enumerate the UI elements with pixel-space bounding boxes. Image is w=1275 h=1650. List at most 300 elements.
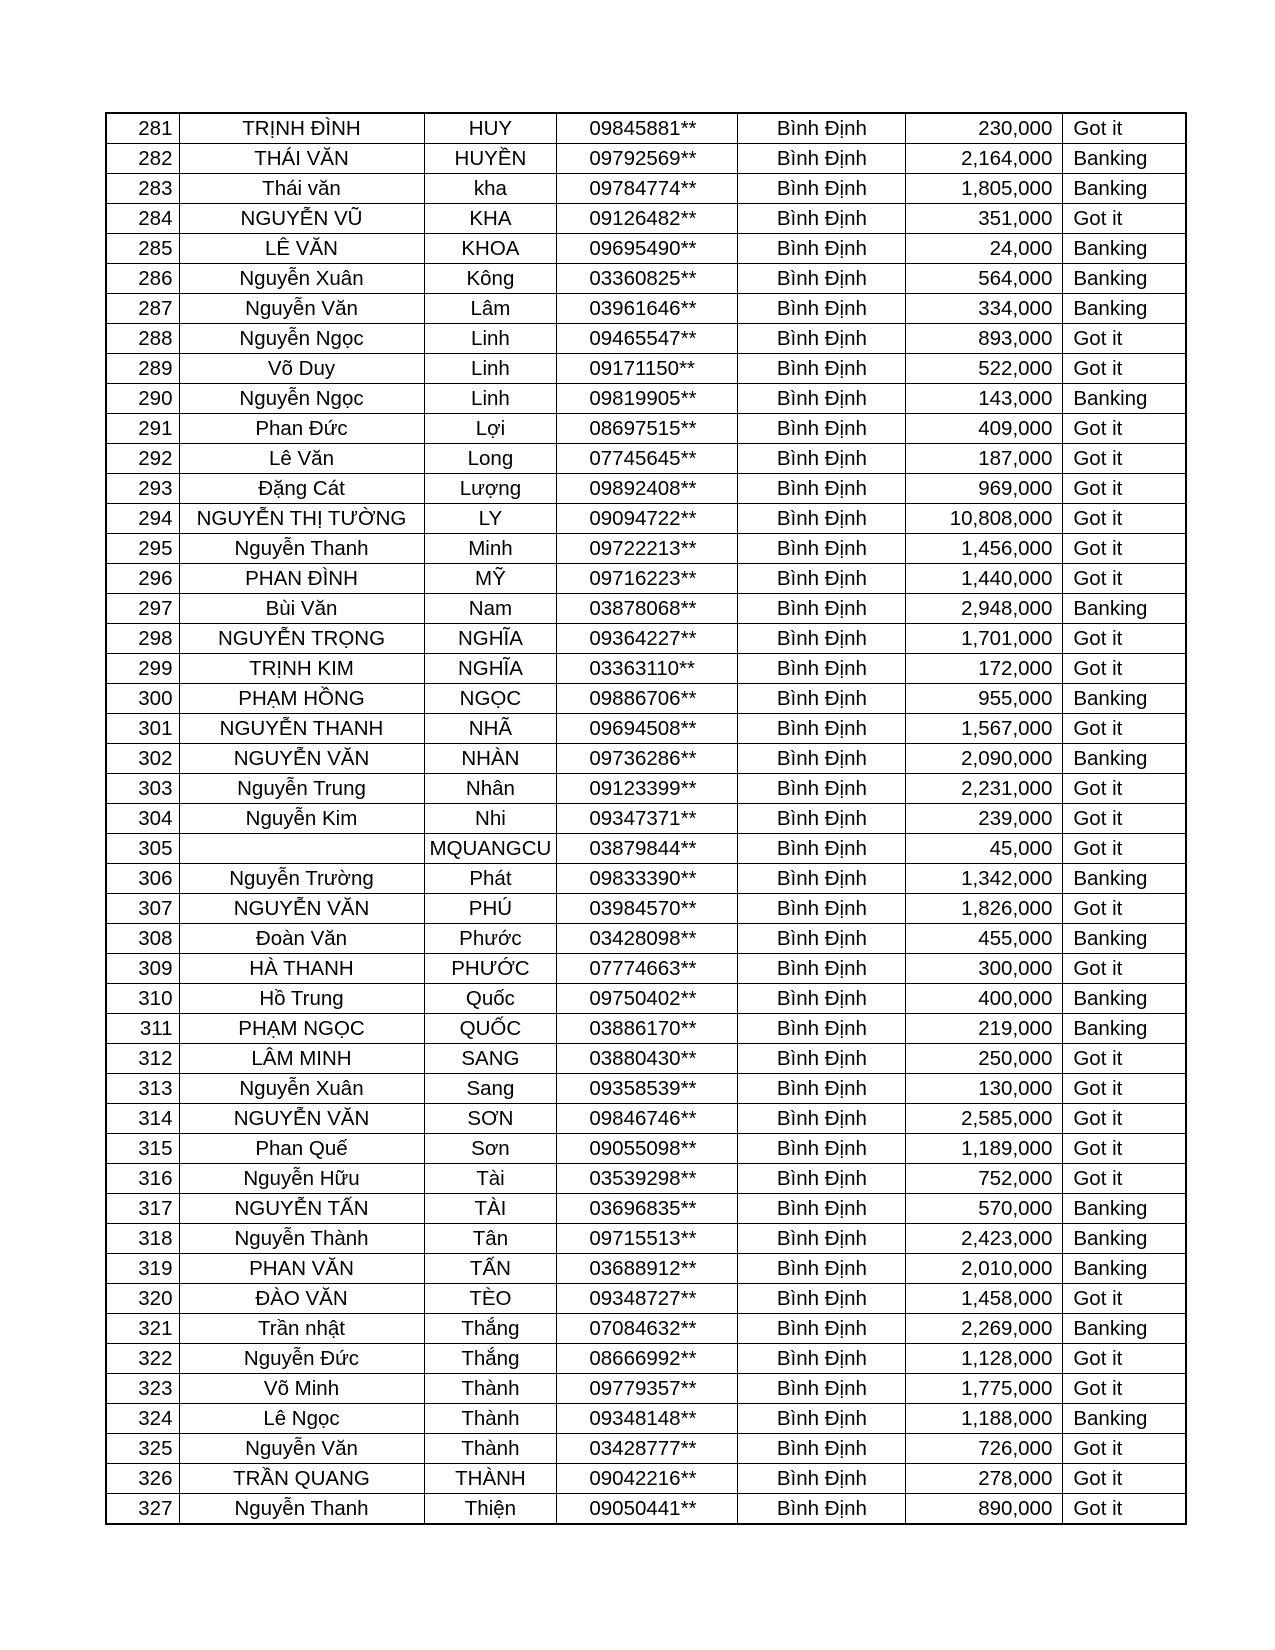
table-row — [106, 113, 1186, 144]
phone-cell: 09784774** — [557, 174, 738, 204]
amount-cell: 2,231,000 — [906, 774, 1063, 804]
payment-method-cell: Got it — [1063, 534, 1186, 564]
given-name-cell: Lợi — [424, 414, 557, 444]
payment-method-cell: Got it — [1063, 444, 1186, 474]
given-name-cell: Thành — [424, 1404, 557, 1434]
row-number-cell: 323 — [106, 1374, 179, 1404]
table-row — [106, 1074, 1186, 1104]
table-row — [106, 504, 1186, 534]
phone-cell: 09716223** — [557, 564, 738, 594]
phone-cell: 09050441** — [557, 1494, 738, 1525]
amount-cell: 1,567,000 — [906, 714, 1063, 744]
amount-cell: 955,000 — [906, 684, 1063, 714]
phone-cell: 09833390** — [557, 864, 738, 894]
province-cell: Bình Định — [738, 234, 906, 264]
amount-cell: 1,805,000 — [906, 174, 1063, 204]
province-cell: Bình Định — [738, 834, 906, 864]
province-cell: Bình Định — [738, 984, 906, 1014]
payment-method-cell: Got it — [1063, 804, 1186, 834]
amount-cell: 219,000 — [906, 1014, 1063, 1044]
payment-method-cell: Got it — [1063, 1464, 1186, 1494]
table-row — [106, 984, 1186, 1014]
phone-cell: 09695490** — [557, 234, 738, 264]
surname-cell: Hồ Trung — [179, 984, 424, 1014]
table-row — [106, 894, 1186, 924]
amount-cell: 752,000 — [906, 1164, 1063, 1194]
payment-method-cell: Banking — [1063, 1404, 1186, 1434]
amount-cell: 1,775,000 — [906, 1374, 1063, 1404]
table-row — [106, 1194, 1186, 1224]
row-number-cell: 307 — [106, 894, 179, 924]
row-number-cell: 284 — [106, 204, 179, 234]
amount-cell: 1,440,000 — [906, 564, 1063, 594]
phone-cell: 09819905** — [557, 384, 738, 414]
amount-cell: 1,826,000 — [906, 894, 1063, 924]
given-name-cell: KHA — [424, 204, 557, 234]
payment-method-cell: Banking — [1063, 384, 1186, 414]
given-name-cell: THÀNH — [424, 1464, 557, 1494]
row-number-cell: 319 — [106, 1254, 179, 1284]
province-cell: Bình Định — [738, 354, 906, 384]
amount-cell: 570,000 — [906, 1194, 1063, 1224]
province-cell: Bình Định — [738, 774, 906, 804]
amount-cell: 522,000 — [906, 354, 1063, 384]
province-cell: Bình Định — [738, 804, 906, 834]
table-row — [106, 144, 1186, 174]
payment-method-cell: Banking — [1063, 684, 1186, 714]
amount-cell: 10,808,000 — [906, 504, 1063, 534]
amount-cell: 187,000 — [906, 444, 1063, 474]
surname-cell: Võ Duy — [179, 354, 424, 384]
table-row — [106, 1104, 1186, 1134]
province-cell: Bình Định — [738, 1254, 906, 1284]
province-cell: Bình Định — [738, 1164, 906, 1194]
row-number-cell: 327 — [106, 1494, 179, 1525]
row-number-cell: 295 — [106, 534, 179, 564]
given-name-cell: Thiện — [424, 1494, 557, 1525]
phone-cell: 09845881** — [557, 113, 738, 144]
given-name-cell: SANG — [424, 1044, 557, 1074]
amount-cell: 409,000 — [906, 414, 1063, 444]
province-cell: Bình Định — [738, 384, 906, 414]
given-name-cell: kha — [424, 174, 557, 204]
surname-cell: Phan Đức — [179, 414, 424, 444]
payment-method-cell: Banking — [1063, 174, 1186, 204]
row-number-cell: 320 — [106, 1284, 179, 1314]
province-cell: Bình Định — [738, 594, 906, 624]
table-row — [106, 834, 1186, 864]
table-row — [106, 354, 1186, 384]
phone-cell: 03961646** — [557, 294, 738, 324]
payment-method-cell: Got it — [1063, 834, 1186, 864]
table-row — [106, 294, 1186, 324]
phone-cell: 09465547** — [557, 324, 738, 354]
given-name-cell: Quốc — [424, 984, 557, 1014]
surname-cell: Nguyễn Ngọc — [179, 384, 424, 414]
province-cell: Bình Định — [738, 714, 906, 744]
surname-cell: PHẠM HỒNG — [179, 684, 424, 714]
phone-cell: 09042216** — [557, 1464, 738, 1494]
given-name-cell: Lượng — [424, 474, 557, 504]
row-number-cell: 281 — [106, 113, 179, 144]
payment-method-cell: Banking — [1063, 1314, 1186, 1344]
row-number-cell: 311 — [106, 1014, 179, 1044]
phone-cell: 03886170** — [557, 1014, 738, 1044]
surname-cell: LÊ VĂN — [179, 234, 424, 264]
payment-method-cell: Got it — [1063, 1434, 1186, 1464]
province-cell: Bình Định — [738, 624, 906, 654]
province-cell: Bình Định — [738, 113, 906, 144]
province-cell: Bình Định — [738, 1464, 906, 1494]
payment-method-cell: Banking — [1063, 984, 1186, 1014]
table-row — [106, 1254, 1186, 1284]
payment-method-cell: Got it — [1063, 714, 1186, 744]
phone-cell: 03984570** — [557, 894, 738, 924]
row-number-cell: 302 — [106, 744, 179, 774]
table-row — [106, 1164, 1186, 1194]
province-cell: Bình Định — [738, 1074, 906, 1104]
payment-method-cell: Banking — [1063, 1224, 1186, 1254]
province-cell: Bình Định — [738, 864, 906, 894]
surname-cell: NGUYỄN TRỌNG — [179, 624, 424, 654]
payment-method-cell: Got it — [1063, 654, 1186, 684]
phone-cell: 03880430** — [557, 1044, 738, 1074]
amount-cell: 1,456,000 — [906, 534, 1063, 564]
payment-method-cell: Got it — [1063, 954, 1186, 984]
payment-method-cell: Got it — [1063, 774, 1186, 804]
given-name-cell: Linh — [424, 324, 557, 354]
amount-cell: 24,000 — [906, 234, 1063, 264]
row-number-cell: 321 — [106, 1314, 179, 1344]
payment-method-cell: Got it — [1063, 1344, 1186, 1374]
table-row — [106, 324, 1186, 354]
surname-cell: TRỊNH KIM — [179, 654, 424, 684]
phone-cell: 09055098** — [557, 1134, 738, 1164]
province-cell: Bình Định — [738, 954, 906, 984]
row-number-cell: 293 — [106, 474, 179, 504]
phone-cell: 03696835** — [557, 1194, 738, 1224]
amount-cell: 351,000 — [906, 204, 1063, 234]
row-number-cell: 303 — [106, 774, 179, 804]
province-cell: Bình Định — [738, 294, 906, 324]
phone-cell: 09846746** — [557, 1104, 738, 1134]
payment-method-cell: Got it — [1063, 414, 1186, 444]
row-number-cell: 287 — [106, 294, 179, 324]
amount-cell: 2,269,000 — [906, 1314, 1063, 1344]
amount-cell: 278,000 — [906, 1464, 1063, 1494]
phone-cell: 09715513** — [557, 1224, 738, 1254]
row-number-cell: 297 — [106, 594, 179, 624]
surname-cell: Nguyễn Văn — [179, 1434, 424, 1464]
surname-cell: Võ Minh — [179, 1374, 424, 1404]
surname-cell: Lê Ngọc — [179, 1404, 424, 1434]
payment-method-cell: Banking — [1063, 264, 1186, 294]
table-row — [106, 864, 1186, 894]
surname-cell: NGUYỄN VĂN — [179, 1104, 424, 1134]
table-row — [106, 1134, 1186, 1164]
row-number-cell: 312 — [106, 1044, 179, 1074]
given-name-cell: Long — [424, 444, 557, 474]
payment-method-cell: Got it — [1063, 1374, 1186, 1404]
surname-cell: Nguyễn Thanh — [179, 1494, 424, 1525]
amount-cell: 726,000 — [906, 1434, 1063, 1464]
surname-cell: ĐÀO VĂN — [179, 1284, 424, 1314]
surname-cell: PHAN VĂN — [179, 1254, 424, 1284]
amount-cell: 45,000 — [906, 834, 1063, 864]
province-cell: Bình Định — [738, 414, 906, 444]
amount-cell: 2,164,000 — [906, 144, 1063, 174]
row-number-cell: 308 — [106, 924, 179, 954]
surname-cell: Lê Văn — [179, 444, 424, 474]
surname-cell: Nguyễn Xuân — [179, 264, 424, 294]
table-row — [106, 654, 1186, 684]
province-cell: Bình Định — [738, 534, 906, 564]
surname-cell: TRẦN QUANG — [179, 1464, 424, 1494]
given-name-cell: KHOA — [424, 234, 557, 264]
surname-cell: Trần nhật — [179, 1314, 424, 1344]
row-number-cell: 324 — [106, 1404, 179, 1434]
surname-cell: THÁI VĂN — [179, 144, 424, 174]
phone-cell: 03360825** — [557, 264, 738, 294]
table-row — [106, 564, 1186, 594]
payment-method-cell: Got it — [1063, 474, 1186, 504]
given-name-cell: TÈO — [424, 1284, 557, 1314]
table-row — [106, 1434, 1186, 1464]
amount-cell: 564,000 — [906, 264, 1063, 294]
phone-cell: 09347371** — [557, 804, 738, 834]
row-number-cell: 310 — [106, 984, 179, 1014]
surname-cell: PHẠM NGỌC — [179, 1014, 424, 1044]
winners-table — [105, 112, 1187, 1525]
row-number-cell: 313 — [106, 1074, 179, 1104]
surname-cell: Nguyễn Ngọc — [179, 324, 424, 354]
phone-cell: 09358539** — [557, 1074, 738, 1104]
province-cell: Bình Định — [738, 744, 906, 774]
row-number-cell: 292 — [106, 444, 179, 474]
amount-cell: 2,423,000 — [906, 1224, 1063, 1254]
amount-cell: 334,000 — [906, 294, 1063, 324]
payment-method-cell: Banking — [1063, 1014, 1186, 1044]
given-name-cell: Thắng — [424, 1314, 557, 1344]
phone-cell: 09694508** — [557, 714, 738, 744]
table-row — [106, 1404, 1186, 1434]
table-row — [106, 1374, 1186, 1404]
amount-cell: 2,585,000 — [906, 1104, 1063, 1134]
given-name-cell: TÀI — [424, 1194, 557, 1224]
amount-cell: 2,948,000 — [906, 594, 1063, 624]
province-cell: Bình Định — [738, 504, 906, 534]
amount-cell: 143,000 — [906, 384, 1063, 414]
province-cell: Bình Định — [738, 564, 906, 594]
payment-method-cell: Got it — [1063, 1134, 1186, 1164]
amount-cell: 893,000 — [906, 324, 1063, 354]
amount-cell: 239,000 — [906, 804, 1063, 834]
amount-cell: 890,000 — [906, 1494, 1063, 1525]
phone-cell: 09126482** — [557, 204, 738, 234]
phone-cell: 07774663** — [557, 954, 738, 984]
surname-cell: Đoàn Văn — [179, 924, 424, 954]
payment-method-cell: Got it — [1063, 1044, 1186, 1074]
phone-cell: 03688912** — [557, 1254, 738, 1284]
given-name-cell: MQUANGCU — [424, 834, 557, 864]
given-name-cell: PHƯỚC — [424, 954, 557, 984]
phone-cell: 07084632** — [557, 1314, 738, 1344]
table-row — [106, 1464, 1186, 1494]
table-row — [106, 204, 1186, 234]
payment-method-cell: Got it — [1063, 113, 1186, 144]
row-number-cell: 315 — [106, 1134, 179, 1164]
row-number-cell: 285 — [106, 234, 179, 264]
given-name-cell: NGHĨA — [424, 624, 557, 654]
surname-cell: NGUYỄN VĂN — [179, 894, 424, 924]
row-number-cell: 289 — [106, 354, 179, 384]
table-row — [106, 444, 1186, 474]
table-row — [106, 264, 1186, 294]
phone-cell: 03878068** — [557, 594, 738, 624]
amount-cell: 1,342,000 — [906, 864, 1063, 894]
table-row — [106, 384, 1186, 414]
province-cell: Bình Định — [738, 1404, 906, 1434]
given-name-cell: HUYỀN — [424, 144, 557, 174]
given-name-cell: Thành — [424, 1434, 557, 1464]
row-number-cell: 314 — [106, 1104, 179, 1134]
row-number-cell: 305 — [106, 834, 179, 864]
amount-cell: 2,090,000 — [906, 744, 1063, 774]
amount-cell: 230,000 — [906, 113, 1063, 144]
phone-cell: 08666992** — [557, 1344, 738, 1374]
phone-cell: 09123399** — [557, 774, 738, 804]
amount-cell: 250,000 — [906, 1044, 1063, 1074]
phone-cell: 07745645** — [557, 444, 738, 474]
surname-cell: Nguyễn Kim — [179, 804, 424, 834]
row-number-cell: 301 — [106, 714, 179, 744]
phone-cell: 09792569** — [557, 144, 738, 174]
row-number-cell: 304 — [106, 804, 179, 834]
given-name-cell: Phước — [424, 924, 557, 954]
province-cell: Bình Định — [738, 1044, 906, 1074]
payment-method-cell: Got it — [1063, 1494, 1186, 1525]
amount-cell: 969,000 — [906, 474, 1063, 504]
given-name-cell: HUY — [424, 113, 557, 144]
province-cell: Bình Định — [738, 324, 906, 354]
row-number-cell: 288 — [106, 324, 179, 354]
province-cell: Bình Định — [738, 1284, 906, 1314]
payment-method-cell: Got it — [1063, 624, 1186, 654]
phone-cell: 03363110** — [557, 654, 738, 684]
surname-cell: Nguyễn Trung — [179, 774, 424, 804]
row-number-cell: 296 — [106, 564, 179, 594]
row-number-cell: 283 — [106, 174, 179, 204]
surname-cell — [179, 834, 424, 864]
table-row — [106, 1014, 1186, 1044]
province-cell: Bình Định — [738, 144, 906, 174]
table-row — [106, 474, 1186, 504]
payment-method-cell: Banking — [1063, 1254, 1186, 1284]
given-name-cell: Nam — [424, 594, 557, 624]
table-row — [106, 174, 1186, 204]
table-row — [106, 684, 1186, 714]
phone-cell: 09892408** — [557, 474, 738, 504]
surname-cell: NGUYỄN VĂN — [179, 744, 424, 774]
phone-cell: 09750402** — [557, 984, 738, 1014]
table-row — [106, 414, 1186, 444]
phone-cell: 03539298** — [557, 1164, 738, 1194]
table-row — [106, 954, 1186, 984]
given-name-cell: Phát — [424, 864, 557, 894]
table-row — [106, 744, 1186, 774]
row-number-cell: 306 — [106, 864, 179, 894]
row-number-cell: 290 — [106, 384, 179, 414]
given-name-cell: Thắng — [424, 1344, 557, 1374]
given-name-cell: Sơn — [424, 1134, 557, 1164]
province-cell: Bình Định — [738, 174, 906, 204]
table-row — [106, 804, 1186, 834]
surname-cell: Bùi Văn — [179, 594, 424, 624]
payment-method-cell: Banking — [1063, 1194, 1186, 1224]
row-number-cell: 298 — [106, 624, 179, 654]
surname-cell: NGUYỄN VŨ — [179, 204, 424, 234]
surname-cell: Nguyễn Thành — [179, 1224, 424, 1254]
amount-cell: 1,188,000 — [906, 1404, 1063, 1434]
surname-cell: TRỊNH ĐÌNH — [179, 113, 424, 144]
payment-method-cell: Got it — [1063, 354, 1186, 384]
given-name-cell: NHÀN — [424, 744, 557, 774]
given-name-cell: Kông — [424, 264, 557, 294]
payment-method-cell: Banking — [1063, 234, 1186, 264]
amount-cell: 455,000 — [906, 924, 1063, 954]
province-cell: Bình Định — [738, 1224, 906, 1254]
phone-cell: 09364227** — [557, 624, 738, 654]
table-row — [106, 924, 1186, 954]
row-number-cell: 325 — [106, 1434, 179, 1464]
table-row — [106, 1284, 1186, 1314]
payment-method-cell: Got it — [1063, 504, 1186, 534]
province-cell: Bình Định — [738, 474, 906, 504]
province-cell: Bình Định — [738, 1374, 906, 1404]
table-row — [106, 624, 1186, 654]
table-row — [106, 774, 1186, 804]
payment-method-cell: Banking — [1063, 924, 1186, 954]
table-row — [106, 594, 1186, 624]
payment-method-cell: Got it — [1063, 1284, 1186, 1314]
given-name-cell: Thành — [424, 1374, 557, 1404]
phone-cell: 03879844** — [557, 834, 738, 864]
surname-cell: Thái văn — [179, 174, 424, 204]
given-name-cell: MỸ — [424, 564, 557, 594]
surname-cell: LÂM MINH — [179, 1044, 424, 1074]
payment-method-cell: Got it — [1063, 204, 1186, 234]
amount-cell: 130,000 — [906, 1074, 1063, 1104]
province-cell: Bình Định — [738, 1194, 906, 1224]
table-row — [106, 1494, 1186, 1525]
province-cell: Bình Định — [738, 1134, 906, 1164]
province-cell: Bình Định — [738, 1344, 906, 1374]
surname-cell: NGUYỄN THỊ TƯỜNG — [179, 504, 424, 534]
phone-cell: 09348148** — [557, 1404, 738, 1434]
row-number-cell: 294 — [106, 504, 179, 534]
row-number-cell: 300 — [106, 684, 179, 714]
surname-cell: Nguyễn Đức — [179, 1344, 424, 1374]
amount-cell: 2,010,000 — [906, 1254, 1063, 1284]
province-cell: Bình Định — [738, 444, 906, 474]
province-cell: Bình Định — [738, 204, 906, 234]
phone-cell: 09779357** — [557, 1374, 738, 1404]
row-number-cell: 286 — [106, 264, 179, 294]
given-name-cell: TẤN — [424, 1254, 557, 1284]
table-row — [106, 714, 1186, 744]
phone-cell: 03428777** — [557, 1434, 738, 1464]
surname-cell: NGUYỄN THANH — [179, 714, 424, 744]
